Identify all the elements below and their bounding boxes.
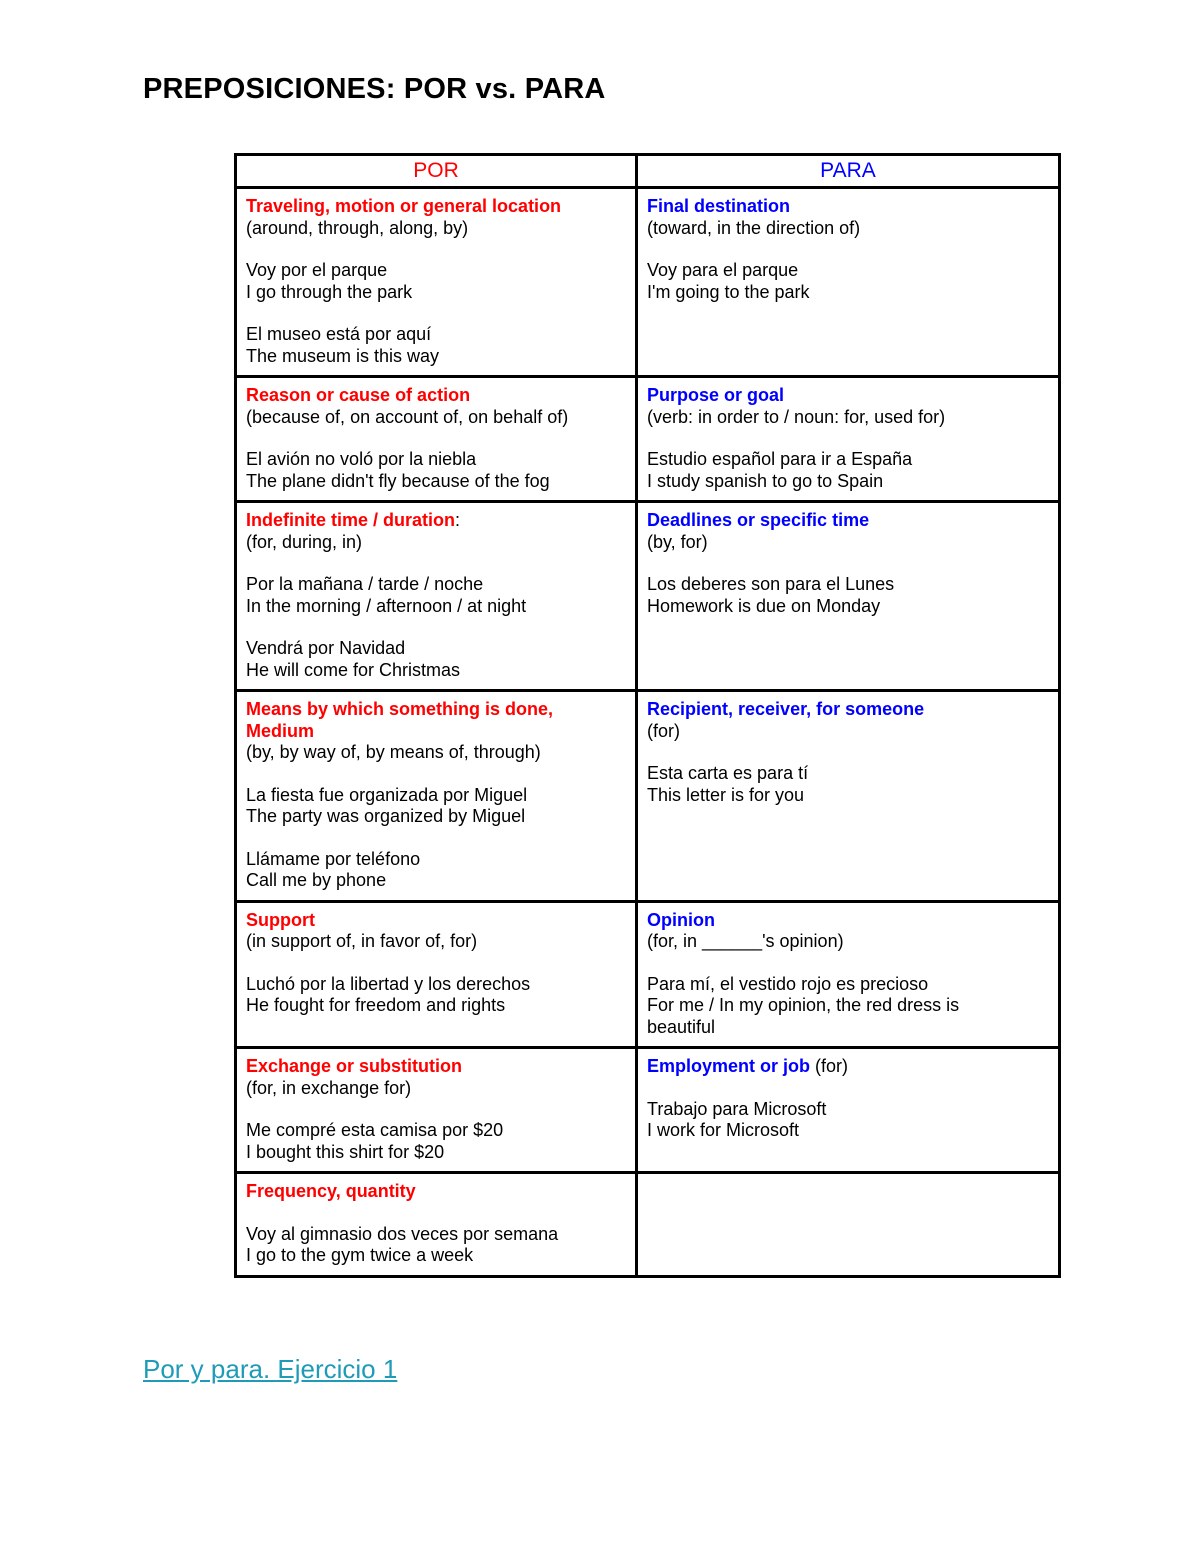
english-example: I'm going to the park [647, 281, 810, 302]
page-title: PREPOSICIONES: POR vs. PARA [143, 73, 606, 105]
english-example: Homework is due on Monday [647, 595, 881, 616]
english-example: Call me by phone [246, 870, 387, 890]
table-row [236, 502, 1060, 691]
spanish-example: Los deberes son para el Lunes [647, 574, 895, 594]
por-usage-heading: Reason or cause of action [246, 385, 471, 405]
english-example: He will come for Christmas [246, 659, 461, 680]
para-usage-translation: (by, for) [647, 531, 708, 552]
table-row [236, 901, 1060, 1048]
para-cell-empty [637, 1173, 1060, 1277]
spanish-example: Voy al gimnasio dos veces por semana [246, 1223, 559, 1244]
english-example: I go through the park [246, 281, 413, 302]
para-column-header: PARA [637, 155, 1060, 188]
english-example: I go to the gym twice a week [246, 1245, 474, 1265]
spanish-example: Me compré esta camisa por $20 [246, 1120, 504, 1140]
para-usage-heading: Recipient, receiver, for someone [647, 699, 925, 719]
para-usage-translation: (for) [810, 1056, 849, 1076]
spanish-example: Para mí, el vestido rojo es precioso [647, 973, 929, 994]
por-cell [236, 377, 637, 502]
table-row [236, 188, 1060, 377]
para-usage-translation: (toward, in the direction of) [647, 217, 861, 238]
por-usage-translation: (by, by way of, by means of, through) [246, 742, 541, 762]
spanish-example: Llámame por teléfono [246, 848, 421, 869]
english-example: I bought this shirt for $20 [246, 1141, 445, 1162]
spanish-example: Voy por el parque [246, 260, 388, 280]
spanish-example: Estudio español para ir a España [647, 449, 913, 469]
table-row [236, 691, 1060, 902]
por-usage-heading: Support [246, 909, 315, 930]
por-column-header: POR [236, 155, 637, 188]
english-example: The plane didn't fly because of the fog [246, 470, 550, 491]
spanish-example: El avión no voló por la niebla [246, 449, 477, 469]
table-row [236, 1048, 1060, 1173]
por-usage-heading: Traveling, motion or general location [246, 196, 562, 216]
para-usage-heading: Final destination [647, 196, 791, 216]
por-cell [236, 901, 637, 1048]
por-para-table [234, 153, 1061, 1278]
para-usage-heading: Deadlines or specific time [647, 510, 870, 530]
por-cell [236, 1048, 637, 1173]
por-usage-heading: Exchange or substitution [246, 1056, 463, 1076]
spanish-example: Voy para el parque [647, 260, 799, 280]
por-usage-heading-continued: Medium [246, 720, 315, 741]
table-row [236, 1173, 1060, 1277]
por-usage-heading: Means by which something is done, [246, 699, 554, 719]
heading-colon: : [455, 510, 461, 530]
english-example: The museum is this way [246, 345, 440, 366]
para-cell [637, 901, 1060, 1048]
english-example: I study spanish to go to Spain [647, 470, 884, 491]
para-cell [637, 188, 1060, 377]
english-example: He fought for freedom and rights [246, 995, 506, 1015]
por-usage-translation: (for, in exchange for) [246, 1077, 412, 1098]
por-cell [236, 502, 637, 691]
spanish-example: Esta carta es para tí [647, 763, 809, 783]
para-cell [637, 502, 1060, 691]
spanish-example: Por la mañana / tarde / noche [246, 574, 484, 594]
table-row [236, 377, 1060, 502]
por-cell [236, 1173, 637, 1277]
por-usage-heading: Indefinite time / duration [246, 510, 456, 530]
para-usage-translation: (verb: in order to / noun: for, used for) [647, 406, 946, 427]
para-usage-translation: (for, in ______'s opinion) [647, 931, 844, 951]
para-cell [637, 1048, 1060, 1173]
para-usage-heading: Opinion [647, 909, 715, 930]
english-example: For me / In my opinion, the red dress is [647, 995, 960, 1015]
por-usage-translation: (in support of, in favor of, for) [246, 931, 478, 951]
english-example: This letter is for you [647, 784, 805, 805]
por-usage-translation: (around, through, along, by) [246, 217, 469, 238]
por-cell [236, 188, 637, 377]
spanish-example: La fiesta fue organizada por Miguel [246, 784, 528, 805]
por-usage-translation: (for, during, in) [246, 531, 363, 552]
para-usage-heading: Purpose or goal [647, 385, 785, 405]
para-usage-translation: (for) [647, 720, 680, 741]
para-cell [637, 377, 1060, 502]
english-example: The party was organized by Miguel [246, 806, 526, 826]
english-example-continued: beautiful [647, 1016, 716, 1037]
table-header-row [236, 155, 1060, 188]
por-usage-heading: Frequency, quantity [246, 1181, 416, 1201]
spanish-example: Vendrá por Navidad [246, 638, 406, 658]
spanish-example: Luchó por la libertad y los derechos [246, 973, 531, 994]
english-example: In the morning / afternoon / at night [246, 595, 527, 616]
exercise-link[interactable]: Por y para. Ejercicio 1 [143, 1354, 398, 1384]
spanish-example: El museo está por aquí [246, 324, 432, 344]
por-usage-translation: (because of, on account of, on behalf of) [246, 406, 569, 427]
para-cell [637, 691, 1060, 902]
para-usage-heading: Employment or job [647, 1056, 811, 1076]
por-cell [236, 691, 637, 902]
spanish-example: Trabajo para Microsoft [647, 1098, 827, 1119]
english-example: I work for Microsoft [647, 1120, 800, 1140]
